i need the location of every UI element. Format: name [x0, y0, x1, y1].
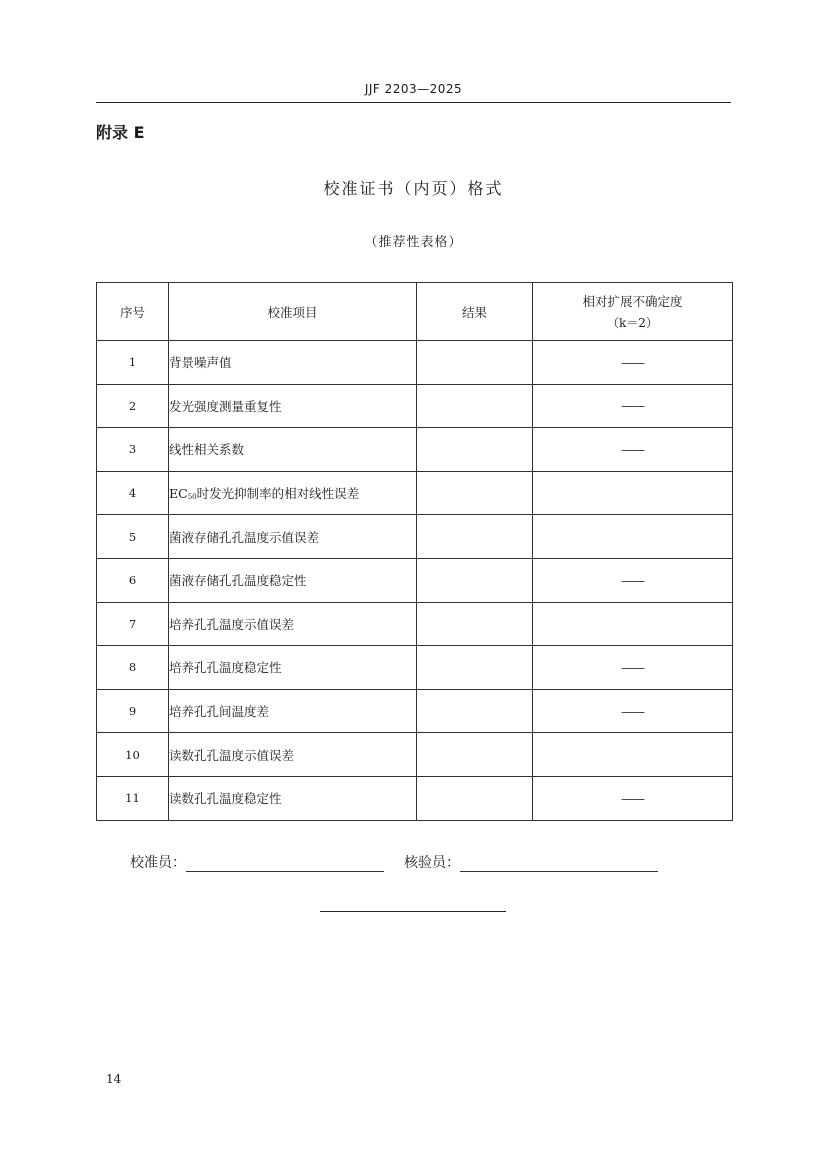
table-row [97, 602, 733, 646]
row-uncertainty: —— [533, 428, 733, 472]
row-item-prefix: EC [169, 486, 188, 502]
row-uncertainty [533, 515, 733, 559]
row-uncertainty [533, 602, 733, 646]
page-subtitle: （推荐性表格） [364, 235, 463, 250]
header-uncertainty-coverage: （k＝2） [607, 316, 658, 330]
table-row [97, 776, 733, 820]
row-seq: 10 [97, 733, 169, 777]
row-result [417, 515, 533, 559]
row-item-suffix: 时发光抑制率的相对线性误差 [196, 486, 360, 502]
header-uncertainty [533, 283, 733, 341]
verifier-signature-line [460, 853, 658, 872]
row-item: 背景噪声值 [169, 341, 417, 385]
row-uncertainty: —— [533, 384, 733, 428]
row-item: 读数孔孔温度稳定性 [169, 776, 417, 820]
row-uncertainty: —— [533, 646, 733, 690]
row-item: 发光强度测量重复性 [169, 384, 417, 428]
row-result [417, 733, 533, 777]
page-number: 14 [106, 1072, 122, 1086]
row-result [417, 558, 533, 602]
row-seq: 5 [97, 515, 169, 559]
document-code: JJF 2203—2025 [364, 82, 463, 96]
row-item [169, 471, 417, 515]
row-result [417, 646, 533, 690]
row-seq: 11 [97, 776, 169, 820]
row-item: 线性相关系数 [169, 428, 417, 472]
row-item-subscript: 50 [187, 493, 197, 502]
row-uncertainty [533, 733, 733, 777]
table-header-row [97, 283, 733, 341]
row-result [417, 689, 533, 733]
header-item: 校准项目 [169, 283, 417, 341]
row-result [417, 341, 533, 385]
header-rule [96, 102, 731, 103]
row-item: 培养孔孔温度稳定性 [169, 646, 417, 690]
header-seq: 序号 [97, 283, 169, 341]
table-row [97, 515, 733, 559]
table-row [97, 428, 733, 472]
signature-row [130, 852, 658, 872]
row-result [417, 602, 533, 646]
verifier-label: 核验员： [404, 855, 460, 871]
row-seq: 3 [97, 428, 169, 472]
row-uncertainty: —— [533, 776, 733, 820]
row-result [417, 471, 533, 515]
row-uncertainty: —— [533, 341, 733, 385]
page-title: 校准证书（内页）格式 [323, 179, 504, 198]
row-seq: 9 [97, 689, 169, 733]
row-seq: 6 [97, 558, 169, 602]
calibrator-label: 校准员： [130, 855, 186, 871]
table-row [97, 733, 733, 777]
table-row [97, 471, 733, 515]
row-item: 菌液存储孔孔温度稳定性 [169, 558, 417, 602]
row-seq: 7 [97, 602, 169, 646]
row-result [417, 384, 533, 428]
calibration-table [96, 282, 733, 821]
row-item: 培养孔孔间温度差 [169, 689, 417, 733]
row-result [417, 428, 533, 472]
row-uncertainty [533, 471, 733, 515]
appendix-label: 附录 E [96, 123, 145, 142]
table-row [97, 341, 733, 385]
row-seq: 4 [97, 471, 169, 515]
table-row [97, 384, 733, 428]
header-uncertainty-label: 相对扩展不确定度 [582, 294, 683, 309]
row-result [417, 776, 533, 820]
row-item: 培养孔孔温度示值误差 [169, 602, 417, 646]
row-uncertainty: —— [533, 558, 733, 602]
row-uncertainty: —— [533, 689, 733, 733]
calibrator-signature-line [186, 853, 384, 872]
row-seq: 2 [97, 384, 169, 428]
end-rule [320, 911, 506, 912]
header-result: 结果 [417, 283, 533, 341]
row-seq: 8 [97, 646, 169, 690]
row-item: 菌液存储孔孔温度示值误差 [169, 515, 417, 559]
table-row [97, 646, 733, 690]
table-row [97, 689, 733, 733]
table-row [97, 558, 733, 602]
row-item: 读数孔孔温度示值误差 [169, 733, 417, 777]
row-seq: 1 [97, 341, 169, 385]
